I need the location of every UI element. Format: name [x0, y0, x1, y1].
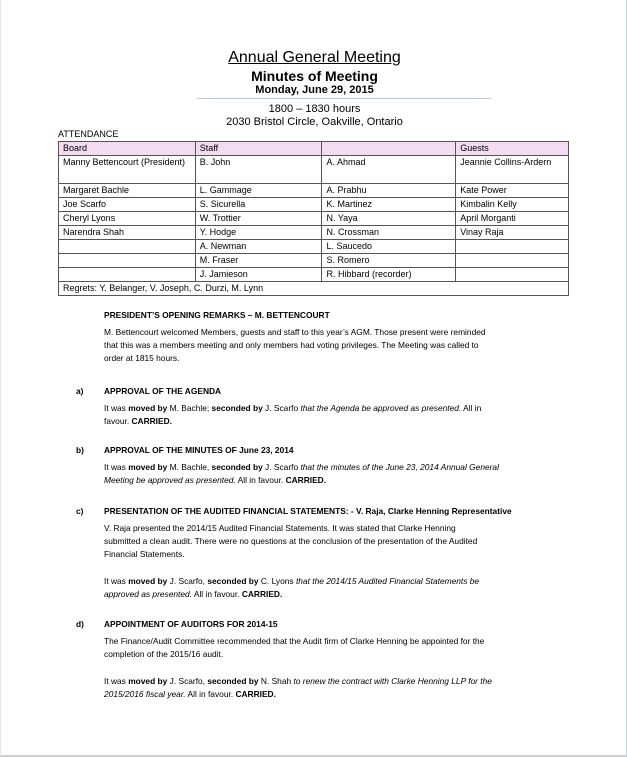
table-row: [59, 254, 569, 268]
text-run: J. Scarfo: [262, 403, 301, 413]
auditors-heading: APPOINTMENT OF AUDITORS FOR 2014-15: [104, 619, 278, 629]
seconded-by-label: seconded by: [211, 403, 263, 413]
text-run: It was: [104, 676, 129, 686]
text-run: J. Scarfo,: [167, 576, 208, 586]
table-row: [59, 198, 569, 212]
text-run: C. Lyons: [258, 576, 296, 586]
text-line: The Finance/Audit Committee recommended that the Audit firm of Clarke Henning be appointed for the: [104, 636, 485, 646]
table-cell: [59, 268, 196, 282]
minutes-heading: APPROVAL OF THE MINUTES OF June 23, 2014: [104, 445, 294, 455]
text-run: M. Bachle;: [167, 403, 212, 413]
table-cell: Vinay Raja: [456, 226, 569, 240]
minutes-subtitle: Minutes of Meeting: [251, 68, 378, 84]
table-cell: A. Newman: [195, 240, 322, 254]
text-run: All in favour.: [185, 689, 236, 699]
financials-motion: [104, 575, 574, 601]
table-cell: K. Martinez: [322, 198, 456, 212]
text-run: All in: [461, 403, 482, 413]
president-remarks: [104, 326, 574, 365]
table-cell: N. Crossman: [322, 226, 456, 240]
text-run: It was: [104, 576, 129, 586]
regrets-cell: Regrets: Y. Belanger, V. Joseph, C. Durzi, M. Lynn: [59, 282, 569, 296]
remarks-line: that this was a members meeting and only members had voting privileges. The Meeting was called to: [104, 340, 479, 350]
motion-text: to renew the contract with Clarke Henning LLP for the: [293, 676, 492, 686]
table-cell: N. Yaya: [322, 212, 456, 226]
motion-text: Meeting be approved as presented.: [104, 475, 236, 485]
agenda-motion: [104, 402, 574, 428]
table-cell: Jeannie Collins-Ardern: [456, 156, 569, 184]
table-row: [59, 212, 569, 226]
agenda-heading: APPROVAL OF THE AGENDA: [104, 386, 222, 396]
table-row: [59, 156, 569, 184]
text-run: It was: [104, 403, 129, 413]
financials-text: [104, 522, 574, 561]
table-header-row: [59, 142, 569, 156]
header-guests: Guests: [456, 142, 569, 156]
carried-label: CARRIED.: [131, 416, 172, 426]
text-run: J. Scarfo: [262, 462, 301, 472]
text-run: All in favour.: [192, 589, 242, 599]
text-run: N. Shah: [258, 676, 294, 686]
text-line: Financial Statements.: [104, 549, 185, 559]
table-cell: R. Hibbard (recorder): [322, 268, 456, 282]
table-cell: L. Gammage: [195, 184, 322, 198]
table-cell: Kimbalin Kelly: [456, 198, 569, 212]
meeting-title: Annual General Meeting: [228, 49, 401, 66]
auditors-text: [104, 635, 574, 661]
motion-text: 2015/2016 fiscal year.: [104, 689, 186, 699]
motion-text: that the Agenda be approved as presented.: [300, 403, 462, 413]
table-cell: Y. Hodge: [195, 226, 322, 240]
table-cell: S. Romero: [322, 254, 456, 268]
text-run: It was: [104, 462, 129, 472]
motion-line: [104, 415, 574, 428]
table-cell: A. Ahmad: [322, 156, 456, 184]
meeting-hours: 1800 – 1830 hours: [268, 103, 361, 115]
meeting-address: 2030 Bristol Circle, Oakville, Ontario: [226, 116, 403, 128]
text-line: completion of the 2015/16 audit.: [104, 649, 224, 659]
seconded-by-label: seconded by: [207, 676, 259, 686]
motion-line: [104, 461, 574, 474]
text-run: M. Bachle,: [167, 462, 212, 472]
table-cell: J. Jamieson: [195, 268, 322, 282]
table-cell: A. Prabhu: [322, 184, 456, 198]
table-cell: L. Saucedo: [322, 240, 456, 254]
table-cell: [456, 268, 569, 282]
carried-label: CARRIED.: [241, 589, 283, 599]
motion-text: that the minutes of the June 23, 2014 Annual General: [300, 462, 499, 472]
table-row: [59, 268, 569, 282]
table-cell: April Morganti: [456, 212, 569, 226]
header-staff: Staff: [195, 142, 322, 156]
table-cell: [456, 254, 569, 268]
table-cell: Margaret Bachle: [59, 184, 196, 198]
table-cell: M. Fraser: [195, 254, 322, 268]
header-staff-2: [322, 142, 456, 156]
table-cell: Kate Power: [456, 184, 569, 198]
remarks-line: M. Bettencourt welcomed Members, guests and staff to this year’s AGM. Those present were reminded: [104, 327, 486, 337]
table-cell: [59, 254, 196, 268]
table-cell: Cheryl Lyons: [59, 212, 196, 226]
table-cell: [456, 240, 569, 254]
auditors-motion: [104, 675, 574, 701]
item-letter-c: c): [76, 506, 84, 516]
text-run: All in favour.: [235, 475, 286, 485]
motion-line: [104, 402, 574, 415]
minutes-motion: [104, 461, 574, 487]
moved-by-label: moved by: [128, 576, 168, 586]
table-cell: Joe Scarfo: [59, 198, 196, 212]
seconded-by-label: seconded by: [211, 462, 263, 472]
table-cell: W. Trottier: [195, 212, 322, 226]
text-run: favour.: [104, 416, 132, 426]
attendance-table: [58, 141, 569, 296]
motion-line: [104, 588, 574, 601]
table-row: [59, 184, 569, 198]
item-letter-b: b): [76, 445, 84, 455]
moved-by-label: moved by: [128, 403, 168, 413]
moved-by-label: moved by: [128, 462, 168, 472]
header-board: Board: [59, 142, 196, 156]
table-row: [59, 240, 569, 254]
regrets-row: [59, 282, 569, 296]
remarks-line: order at 1815 hours.: [104, 353, 180, 363]
motion-line: [104, 474, 574, 487]
text-line: submitted a clean audit. There were no questions at the conclusion of the presentation of the Audited: [104, 536, 478, 546]
motion-line: [104, 675, 574, 688]
motion-line: [104, 688, 574, 701]
text-line: V. Raja presented the 2014/15 Audited Financial Statements. It was stated that Clarke Henning: [104, 523, 456, 533]
text-run: J. Scarfo,: [167, 676, 208, 686]
motion-text: that the 2014/15 Audited Financial Statements be: [295, 576, 480, 586]
president-heading: PRESIDENT’S OPENING REMARKS – M. BETTENCOURT: [104, 310, 330, 320]
table-cell: B. John: [195, 156, 322, 184]
carried-label: CARRIED.: [285, 475, 327, 485]
table-cell: Narendra Shah: [59, 226, 196, 240]
table-cell: Manny Bettencourt (President): [59, 156, 196, 184]
attendance-label: ATTENDANCE: [58, 129, 119, 139]
item-letter-a: a): [76, 386, 84, 396]
header-divider: [197, 98, 491, 99]
financials-heading: PRESENTATION OF THE AUDITED FINANCIAL STATEMENTS: - V. Raja, Clarke Henning Representative: [104, 506, 512, 516]
moved-by-label: moved by: [128, 676, 168, 686]
item-letter-d: d): [76, 619, 84, 629]
motion-line: [104, 575, 574, 588]
table-row: [59, 226, 569, 240]
table-cell: S. Sicurella: [195, 198, 322, 212]
seconded-by-label: seconded by: [207, 576, 259, 586]
motion-text: approved as presented.: [104, 589, 192, 599]
carried-label: CARRIED.: [235, 689, 276, 699]
meeting-date: Monday, June 29, 2015: [255, 84, 374, 96]
table-cell: [59, 240, 196, 254]
